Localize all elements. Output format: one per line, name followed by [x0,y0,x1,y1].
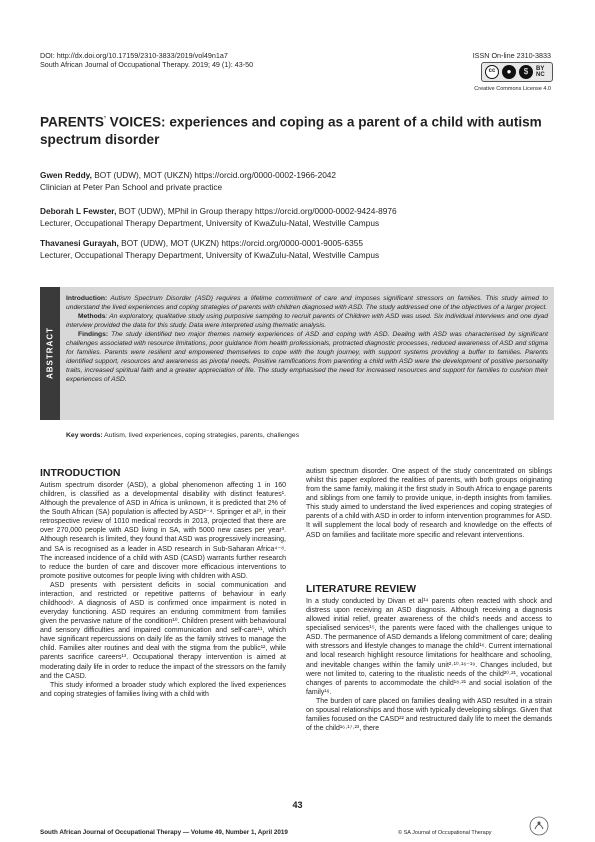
paragraph: Autism spectrum disorder (ASD), a global phenomenon affecting 1 in 160 children, is classified as a developmental disability with distinct features¹. Although the prevalence of ASD in Africa is unknown, it is predicted that 2% of the South African (SA) population is affected by ASD²⁻⁴. Springer et al³, in their retrospective review of 1010 medical records in 2013, projected that there are over 270,000 people with ASD living in SA, with 5000 new cases per year³. Although research is limited, they found that ASD was progressively increasing, and SA is recognised as a leader in ASD research in Sub-Saharan Africa⁴⁻⁸. The increased incidence of a child with ASD (CASD) warrants further research to reduce the burden of care and discover more efficacious interventions to promote positive outcomes for people living with children with ASD. [40,482,286,580]
journal-citation: South African Journal of Occupational Therapy. 2019; 49 (1): 43-50 [40,60,254,69]
paragraph: ASD presents with persistent deficits in social communication and interaction, and restricted or repetitive patterns of behaviour in early childhood⁹. A diagnosis of ASD is confirmed once impairment is noted in everyday functioning. ASD requires an enduring commitment from families given the pervasive nature of the condition¹⁰. Children present with behavioural and sensory difficulties and impaired communication and self-care¹¹, which have significant repercussions on daily life as the family strives to manage the child. Families alter routines and deal with the stigma from the public¹², while parents sacrifice careers¹³. Occupational therapy intervention is aimed at moderating daily life in order to reduce the impact of the stressors on the family and the CASD. [40,581,286,680]
abstract-tab: ABSTRACT [40,287,60,420]
author-3: Thavanesi Gurayah, BOT (UDW), MOT (UKZN) https://orcid.org/0000-0001-9005-6355 [40,238,363,248]
author-1: Gwen Reddy, BOT (UDW), MOT (UKZN) https://orcid.org/0000-0002-1966-2042 [40,170,337,180]
lit-review-heading: LITERATURE REVIEW [306,583,417,595]
cc-license-text: Creative Commons License 4.0 [474,86,551,92]
attribution-icon: ● [502,65,516,79]
intro-heading: INTRODUCTION [40,467,121,479]
article-title: PARENTS’ VOICES: experiences and coping as a parent of a child with autism spectrum disorder [40,114,542,147]
noncommercial-icon: $ [519,65,533,79]
footer-journal: South African Journal of Occupational Therapy — Volume 49, Number 1, April 2019 [40,829,288,836]
keywords: Key words: Autism, lived experiences, coping strategies, parents, challenges [66,432,300,439]
cc-license-badge[interactable] [481,62,553,82]
paragraph: autism spectrum disorder. One aspect of the study concentrated on siblings whilst this paper explored the realities of parents, with both groups originating from the same family, making it the first study in South Africa to engage parents and siblings from one family to provide unique, in-depth insights from families. This study aimed to understand the lived experiences and coping strategies of parents of a child with ASD in order to inform intervention programmes for ASD. It will supplement the local body of research and knowledge on the effects of ASD on families and facilitate more specific and relevant interventions. [306,468,552,539]
page-number: 43 [292,800,303,810]
abstract-text: Introduction: Autism Spectrum Disorder (ASD) requires a lifetime commitment of care and imposes significant stressors on families. This study aimed to understand the lived experiences and coping strategies of parents with children diagnosed with ASD. The study addressed one of the objectives of a larger project. Methods: An exploratory, qualitative study using purposive sampling to recruit parents of Children with ASD was used. Six individual interviews and one dyad interview provided the data for this study. Data were interpreted using thematic analysis. Findings: The study identified two major themes namely experiences of ASD and coping with ASD. Dealing with ASD was characterised by significant challenges associated with resource limitations, poor guidance from health professionals, protracted diagnostic processes, reduced awareness of ASD and stigma for families. Parents were resilient and empowered themselves to cope with the tough journey, with support systems providing a buffer to families. Parents identified support, resources and awareness as pivotal needs. Positive ramifications from parenting a child with ASD were the development of positive personality traits, increased spiritual faith and a greater appreciation of life. The study emphasised the need for increased resources and support for families to cushion their experiences of ASD. [66,295,548,383]
author-3-affiliation: Lecturer, Occupational Therapy Department, University of KwaZulu-Natal, Westville Campus [40,250,380,260]
paragraph: This study informed a broader study which explored the lived experiences and coping strategies of families living with a child with [40,681,286,698]
right-column-top [306,467,552,540]
doi-line[interactable]: DOI: http://dx.doi.org/10.17159/2310-3833/2019/vol49n1a7 [40,51,228,60]
left-column [40,481,286,699]
author-2: Deborah L Fewster, BOT (UDW), MPhil in Group therapy https://orcid.org/0000-0002-9424-8976 [40,206,397,216]
footer-copyright: © SA Journal of Occupational Therapy [398,830,492,836]
journal-logo-icon [528,815,550,837]
author-1-affiliation: Clinician at Peter Pan School and private practice [40,182,223,192]
issn: ISSN On-line 2310-3833 [472,51,551,60]
author-2-affiliation: Lecturer, Occupational Therapy Department, University of KwaZulu-Natal, Westville Campus [40,218,380,228]
by-nc-icon: BY NC [536,66,545,78]
right-column-lit [306,597,552,733]
paragraph: In a study conducted by Divan et al¹⁴ parents often reacted with shock and distress upon receiving an ASD diagnosis. Although receiving a diagnosis allowed initial relief, greater awareness of the child's needs and access to specialised services¹⁵, the parents were faced with the challenges unique to ASD. The permanence of ASD demands a lifelong commitment of care; dealing with stressors and lifestyle changes to manage the child¹⁶. Current international and local research highlight resource limitations for healthcare and schooling, and inevitable changes within the family unit²·¹⁰·¹⁶⁻¹⁹. Changes included, but were not limited to, catering to the ritualistic needs of the child²⁰·²¹, vocational changes of parents to accommodate the child¹⁸·²¹ and social isolation of the family¹⁶. [306,598,552,696]
cc-icon: cc [485,65,499,79]
paragraph: The burden of care placed on families dealing with ASD resulted in a strain on spousal relationships and those with typically developing siblings. Given that families focused on the CASD²² and restructured daily life to meet the demands of the child¹⁶·¹⁷·²³, there [306,697,552,733]
